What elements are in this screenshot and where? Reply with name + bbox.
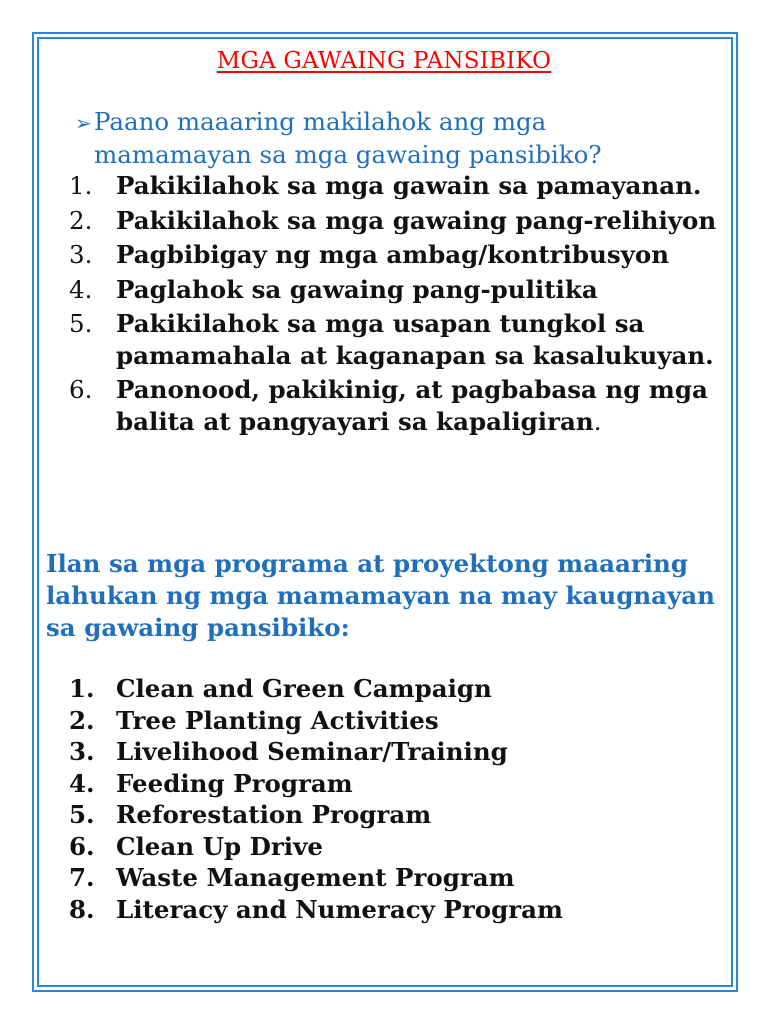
arrow-bullet-icon: ➢ [75, 111, 92, 135]
list-item-text: Pakikilahok sa mga usapan tungkol sa pamamahala at kaganapan sa kasalukuyan. [116, 309, 714, 370]
list-item-text: Livelihood Seminar/Training [116, 737, 508, 766]
list-item-text: Clean Up Drive [116, 831, 323, 861]
question-heading [75, 106, 715, 171]
list-item-text: Panonood, pakikinig, at pagbabasa ng mga balita at pangyayari sa kapaligiran [116, 375, 708, 436]
list-item [69, 705, 719, 737]
list-item-number: 6. [69, 375, 93, 404]
list-item [69, 308, 719, 371]
list-item-period: . [593, 406, 602, 436]
list-item-number: 5. [69, 309, 93, 338]
list-item [69, 736, 719, 768]
list-item [69, 862, 719, 894]
list-item [69, 768, 719, 800]
list-item-text: Feeding Program [116, 768, 353, 798]
list-item [69, 205, 719, 237]
list-item-number: 4. [69, 768, 95, 798]
list-item-number: 4. [69, 274, 93, 304]
list-item [69, 831, 719, 863]
list-item-text: Pagbibigay ng mga ambag/kontribusyon [116, 240, 670, 269]
list-item-text: Waste Management Program [116, 863, 515, 892]
list-item-text: Paglahok sa gawaing pang-pulitika [116, 274, 598, 304]
page-title: MGA GAWAING PANSIBIKO [216, 48, 552, 74]
list-item-number: 7. [69, 863, 95, 892]
list-item-text: Clean and Green Campaign [116, 674, 492, 703]
programs-list [69, 673, 719, 925]
list-item-number: 2. [69, 705, 95, 735]
participation-list [69, 170, 719, 437]
question-text-1: Paano maaaring makilahok ang mga [94, 107, 547, 136]
list-item [69, 274, 719, 306]
list-item [69, 799, 719, 831]
list-item-number: 2. [69, 205, 93, 235]
list-item [69, 239, 719, 271]
list-item-number: 3. [69, 240, 93, 269]
list-item [69, 374, 719, 437]
list-item-text: Literacy and Numeracy Program [116, 894, 563, 924]
list-item-text: Tree Planting Activities [116, 705, 439, 735]
list-item-text: Pakikilahok sa mga gawaing pang-relihiyon [116, 205, 717, 235]
list-item-number: 3. [69, 737, 95, 766]
question-text-2: mamamayan sa mga gawaing pansibiko? [94, 140, 602, 169]
list-item-number: 1. [69, 674, 95, 703]
list-item [69, 170, 719, 202]
list-item-text-wrap [116, 374, 719, 437]
question-line-1 [75, 106, 715, 139]
list-item-number: 6. [69, 831, 95, 861]
list-item [69, 673, 719, 705]
list-item [69, 894, 719, 926]
programs-intro: Ilan sa mga programa at proyektong maaaring lahukan ng mga mamamayan na may kaugnayan sa gawaing pansibiko: [46, 549, 715, 642]
list-item-number: 1. [69, 171, 93, 200]
list-item-text: Pakikilahok sa mga gawain sa pamayanan. [116, 171, 702, 200]
list-item-number: 5. [69, 800, 95, 829]
list-item-number: 8. [69, 894, 95, 924]
list-item-text: Reforestation Program [116, 800, 432, 829]
